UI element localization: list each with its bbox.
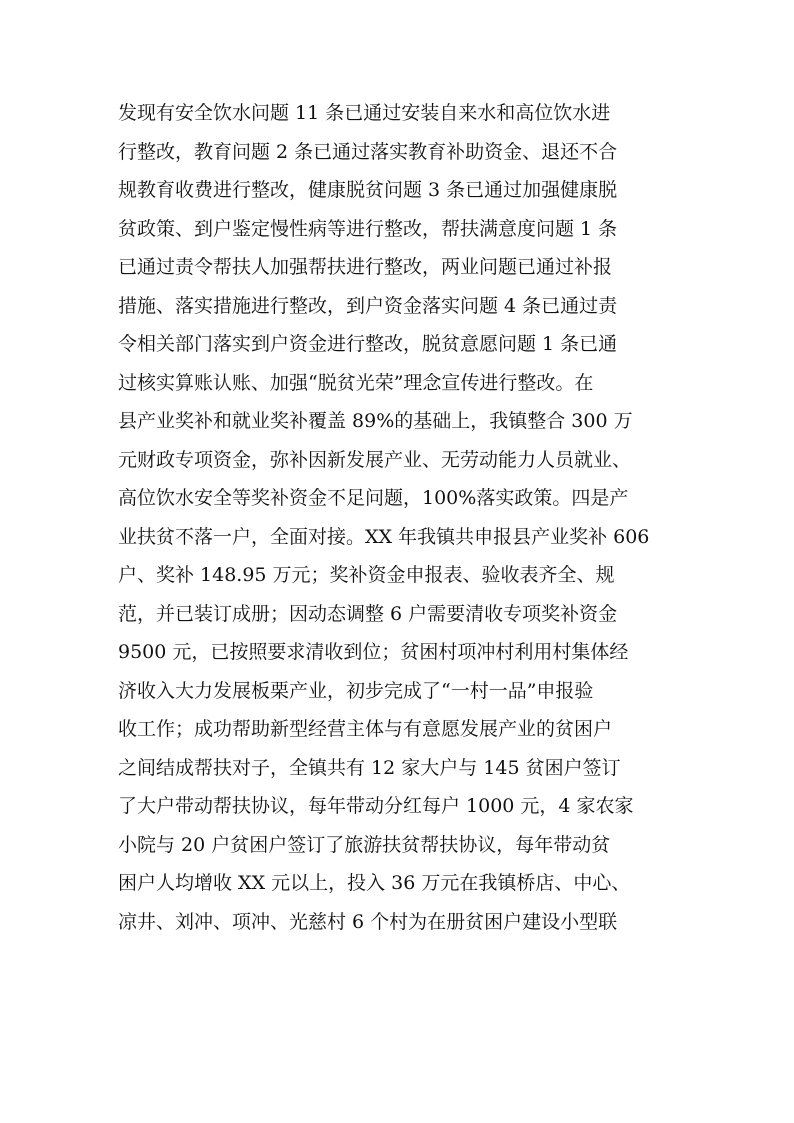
text-line: 业扶贫不落一户，全面对接。XX 年我镇共申报县产业奖补 606 (118, 525, 650, 548)
text-line: 高位饮水安全等奖补资金不足问题，100%落实政策。四是产 (118, 487, 629, 509)
text-line: 凉井、刘冲、项冲、光慈村 6 个村为在册贫困户建设小型联 (118, 910, 618, 933)
text-line: 户、奖补 148.95 万元；奖补资金申报表、验收表齐全、规 (118, 564, 615, 586)
text-line: 济收入大力发展板栗产业，初步完成了“一村一品”申报验 (118, 679, 594, 702)
text-line: 范，并已装订成册；因动态调整 6 户需要清收专项奖补资金 (118, 602, 618, 625)
text-line: 措施、落实措施进行整改，到户资金落实问题 4 条已通过责 (118, 294, 618, 317)
text-line: 了大户带动帮扶协议，每年带动分红每户 1000 元，4 家农家 (118, 795, 634, 817)
text-line: 贫政策、到户鉴定慢性病等进行整改，帮扶满意度问题 1 条 (118, 217, 618, 240)
text-line: 小院与 20 户贫困户签订了旅游扶贫帮扶协议，每年带动贫 (118, 833, 611, 856)
text-line: 令相关部门落实到户资金进行整改，脱贫意愿问题 1 条已通 (118, 333, 618, 355)
text-line: 元财政专项资金，弥补因新发展产业、无劳动能力人员就业、 (118, 448, 632, 471)
body-text (118, 94, 678, 941)
text-line: 之间结成帮扶对子，全镇共有 12 家大户与 145 贫困户签订 (118, 756, 621, 779)
text-line: 行整改，教育问题 2 条已通过落实教育补助资金、退还不合 (118, 140, 618, 163)
text-line: 县产业奖补和就业奖补覆盖 89%的基础上，我镇整合 300 万 (118, 410, 633, 432)
text-line: 发现有安全饮水问题 11 条已通过安装自来水和高位饮水进 (118, 102, 611, 124)
text-line: 已通过责令帮扶人加强帮扶进行整改，两业问题已通过补报 (118, 256, 613, 278)
text-line: 9500 元，已按照要求清收到位；贫困村项冲村利用村集体经 (118, 641, 629, 663)
text-line: 收工作；成功帮助新型经营主体与有意愿发展产业的贫困户 (118, 718, 613, 740)
text-line: 规教育收费进行整改，健康脱贫问题 3 条已通过加强健康脱 (118, 179, 618, 201)
text-line: 困户人均增收 XX 元以上，投入 36 万元在我镇桥店、中心、 (118, 872, 631, 894)
text-line: 过核实算账认账、加强“脱贫光荣”理念宣传进行整改。在 (118, 371, 594, 394)
